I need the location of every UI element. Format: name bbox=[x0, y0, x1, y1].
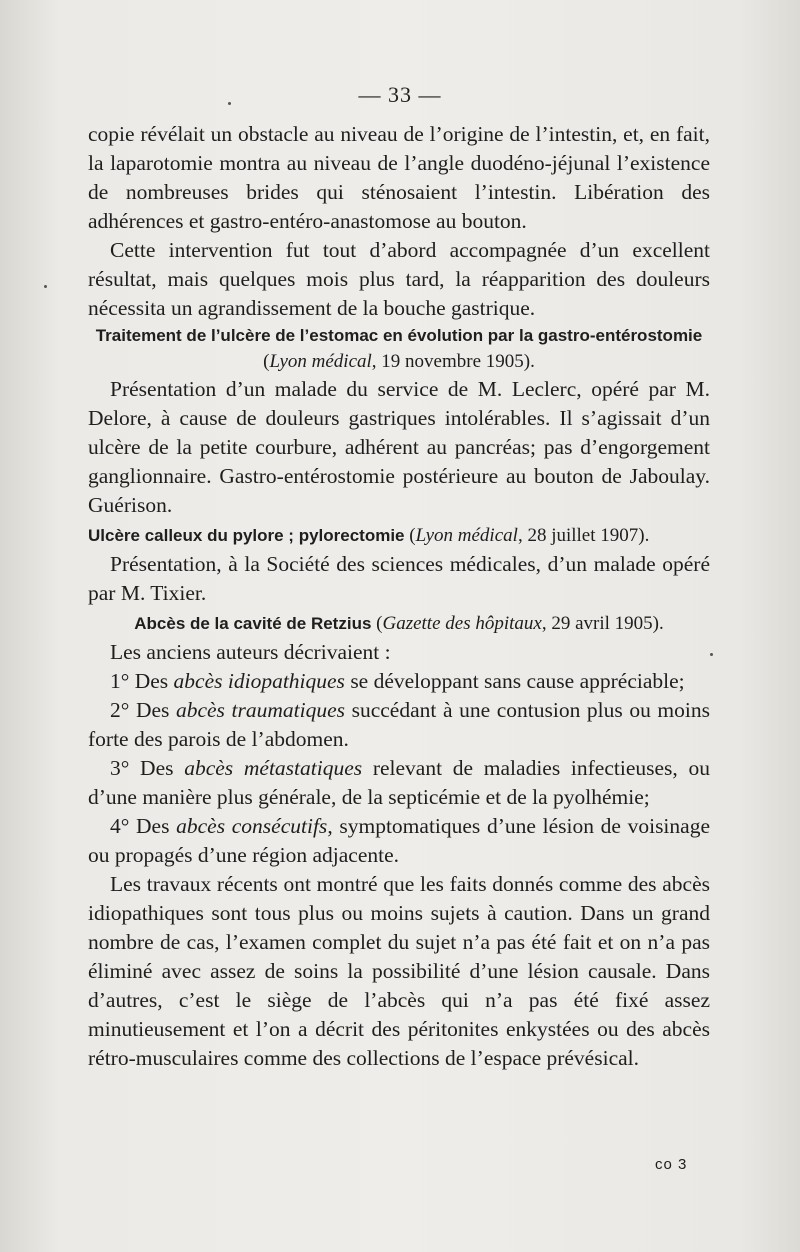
list-item-4: 4° Des abcès consécutifs, symptomatiques d’une lésion de voisinage ou propagés d’une région adjacente. bbox=[88, 814, 710, 867]
list-item-2: 2° Des abcès traumatiques succédant à une contusion plus ou moins forte des parois de l’abdomen. bbox=[88, 698, 710, 751]
section-lead-retzius: Les anciens auteurs décrivaient : bbox=[110, 640, 391, 664]
section-title-retzius: Abcès de la cavité de Retzius (Gazette des hôpitaux, 29 avril 1905). bbox=[134, 613, 664, 634]
intro-paragraph-2: Cette intervention fut tout d’abord accompagnée d’un excellent résultat, mais quelques mois plus tard, la réapparition des douleurs nécessita un agrandissement de la bouche gastrique. bbox=[88, 238, 710, 320]
journal-name: Lyon médical bbox=[415, 525, 518, 546]
list-item-3: 3° Des abcès métastatiques relevant de maladies infectieuses, ou d’une manière plus générale, de la septicémie et de la pyolhémie; bbox=[88, 756, 710, 809]
section-heading-ulcere: Ulcère calleux du pylore ; pylorectomie bbox=[88, 526, 405, 545]
intro-paragraph-1: copie révélait un obstacle au niveau de l’origine de l’intestin, et, en fait, la laparotomie montra au niveau de l’angle duodéno-jéjunal l’existence de nombreuses brides qui sténosaient l’intestin. Libération des adhérences et gastro-entéro-anastomose au bouton. bbox=[88, 122, 710, 233]
scan-speck bbox=[710, 653, 713, 656]
section-body-traitement: Présentation d’un malade du service de M. Leclerc, opéré par M. Delore, à cause de douleurs gastriques intolérables. Il s’agissait d’un ulcère de la petite courbure, adhérent au pancréas; pas d’engorgement ganglionnaire. Gastro-entérostomie postérieure au bouton de Jaboulay. Guérison. bbox=[88, 377, 710, 517]
scan-speck bbox=[228, 102, 231, 105]
journal-name: Gazette des hôpitaux bbox=[382, 613, 542, 634]
scan-speck bbox=[44, 285, 47, 288]
section-body-ulcere: Présentation, à la Société des sciences médicales, d’un malade opéré par M. Tixier. bbox=[88, 552, 710, 605]
section-heading-retzius: Abcès de la cavité de Retzius bbox=[134, 614, 372, 633]
list-item-1: 1° Des abcès idiopathiques se développant sans cause appréciable; bbox=[110, 669, 685, 693]
body-text bbox=[88, 120, 710, 1073]
journal-name: Lyon médical bbox=[269, 351, 372, 372]
section-heading-traitement: Traitement de l’ulcère de l’estomac en évolution par la gastro-entérostomie bbox=[95, 326, 703, 345]
catchword: co 3 bbox=[655, 1156, 688, 1173]
closing-paragraph: Les travaux récents ont montré que les faits donnés comme des abcès idiopathiques sont tous plus ou moins sujets à caution. Dans un grand nombre de cas, l’examen complet du sujet n’a pas été fait et on n’a pas éliminé avec assez de soins la possibilité d’une lésion causale. Dans d’autres, c’est le siège de l’abcès qui n’a pas été fixé assez minutieusement et l’on a décrit des péritonites enkystées ou des abcès rétro-musculaires comme des collections de l’espace prévésical. bbox=[88, 872, 710, 1070]
section-title-ulcere: Ulcère calleux du pylore ; pylorectomie (Lyon médical, 28 juillet 1907). bbox=[88, 525, 650, 546]
section-title-traitement: Traitement de l’ulcère de l’estomac en évolution par la gastro-entérostomie (Lyon médical, 19 novembre 1905). bbox=[95, 326, 703, 372]
page-number: — 33 — bbox=[358, 82, 442, 107]
